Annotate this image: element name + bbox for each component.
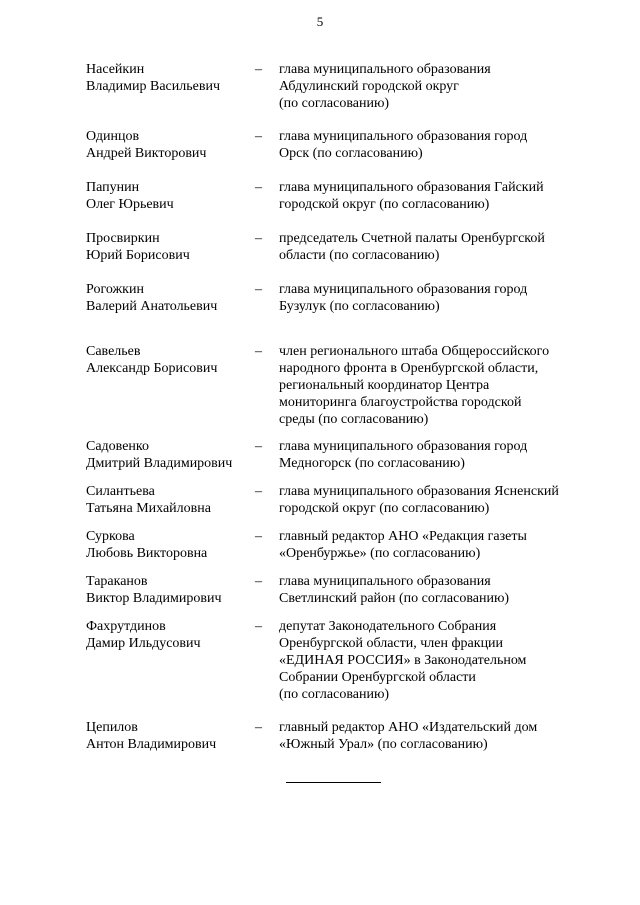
position-line: депутат Законодательного Собрания [279,619,497,634]
position-line: «Южный Урал» (по согласованию) [279,737,488,752]
surname: Рогожкин [86,282,144,297]
position-line: среды (по согласованию) [279,412,429,427]
position-description [279,438,589,472]
surname: Силантьева [86,484,155,499]
surname: Суркова [86,529,135,544]
dash: – [255,619,262,634]
given-names: Юрий Борисович [86,248,190,263]
given-names: Дамир Ильдусович [86,636,201,651]
position-line: (по согласованию) [279,687,390,702]
person-name [86,528,251,562]
position-line: городской округ (по согласованию) [279,197,490,212]
position-line: глава муниципального образования Гайский [279,180,544,195]
person-name [86,438,251,472]
position-description [279,128,589,162]
dash: – [255,180,262,195]
position-description [279,719,589,753]
person-name [86,179,251,213]
person-name [86,719,251,753]
position-line: «ЕДИНАЯ РОССИЯ» в Законодательном [279,653,527,668]
given-names: Татьяна Михайловна [86,501,211,516]
dash: – [255,282,262,297]
person-name [86,483,251,517]
dash: – [255,574,262,589]
page-number: 5 [316,14,324,29]
position-line: (по согласованию) [279,96,390,111]
position-line: глава муниципального образования город [279,439,528,454]
dash: – [255,720,262,735]
position-line: главный редактор АНО «Редакция газеты [279,529,527,544]
given-names: Любовь Викторовна [86,546,208,561]
surname: Садовенко [86,439,149,454]
position-line: председатель Счетной палаты Оренбургской [279,231,545,246]
given-names: Дмитрий Владимирович [86,456,233,471]
given-names: Олег Юрьевич [86,197,174,212]
position-line: глава муниципального образования Ясненский [279,484,559,499]
position-line: глава муниципального образования город [279,282,528,297]
position-line: Оренбургской области, член фракции [279,636,504,651]
position-line: мониторинга благоустройства городской [279,395,522,410]
position-description [279,528,589,562]
dash: – [255,129,262,144]
position-line: главный редактор АНО «Издательский дом [279,720,538,735]
position-description [279,230,589,264]
given-names: Валерий Анатольевич [86,299,218,314]
position-line: региональный координатор Центра [279,378,490,393]
person-name [86,128,251,162]
position-description [279,343,589,428]
dash: – [255,231,262,246]
position-line: «Оренбуржье» (по согласованию) [279,546,481,561]
person-name [86,281,251,315]
position-line: Собрании Оренбургской области [279,670,476,685]
position-line: глава муниципального образования [279,62,491,77]
position-line: Бузулук (по согласованию) [279,299,440,314]
surname: Цепилов [86,720,138,735]
dash: – [255,439,262,454]
position-description [279,483,589,517]
surname: Папунин [86,180,140,195]
position-description [279,281,589,315]
person-name [86,618,251,652]
position-description [279,618,589,703]
position-line: Светлинский район (по согласованию) [279,591,510,606]
position-line: народного фронта в Оренбургской области, [279,361,539,376]
given-names: Андрей Викторович [86,146,207,161]
surname: Савельев [86,344,141,359]
surname: Просвиркин [86,231,160,246]
position-description [279,179,589,213]
position-line: области (по согласованию) [279,248,440,263]
surname: Тараканов [86,574,148,589]
person-name [86,573,251,607]
position-line: член регионального штаба Общероссийского [279,344,550,359]
position-description [279,61,589,112]
person-name [86,61,251,95]
position-line: глава муниципального образования город [279,129,528,144]
position-line: городской округ (по согласованию) [279,501,490,516]
given-names: Виктор Владимирович [86,591,222,606]
position-line: глава муниципального образования [279,574,491,589]
surname: Фахрутдинов [86,619,166,634]
position-line: Медногорск (по согласованию) [279,456,465,471]
position-description [279,573,589,607]
surname: Насейкин [86,62,145,77]
position-line: Орск (по согласованию) [279,146,423,161]
end-of-list-rule [286,782,381,783]
person-name [86,230,251,264]
given-names: Александр Борисович [86,361,218,376]
given-names: Антон Владимирович [86,737,217,752]
given-names: Владимир Васильевич [86,79,220,94]
dash: – [255,344,262,359]
dash: – [255,484,262,499]
position-line: Абдулинский городской округ [279,79,459,94]
dash: – [255,62,262,77]
dash: – [255,529,262,544]
surname: Одинцов [86,129,140,144]
person-name [86,343,251,377]
